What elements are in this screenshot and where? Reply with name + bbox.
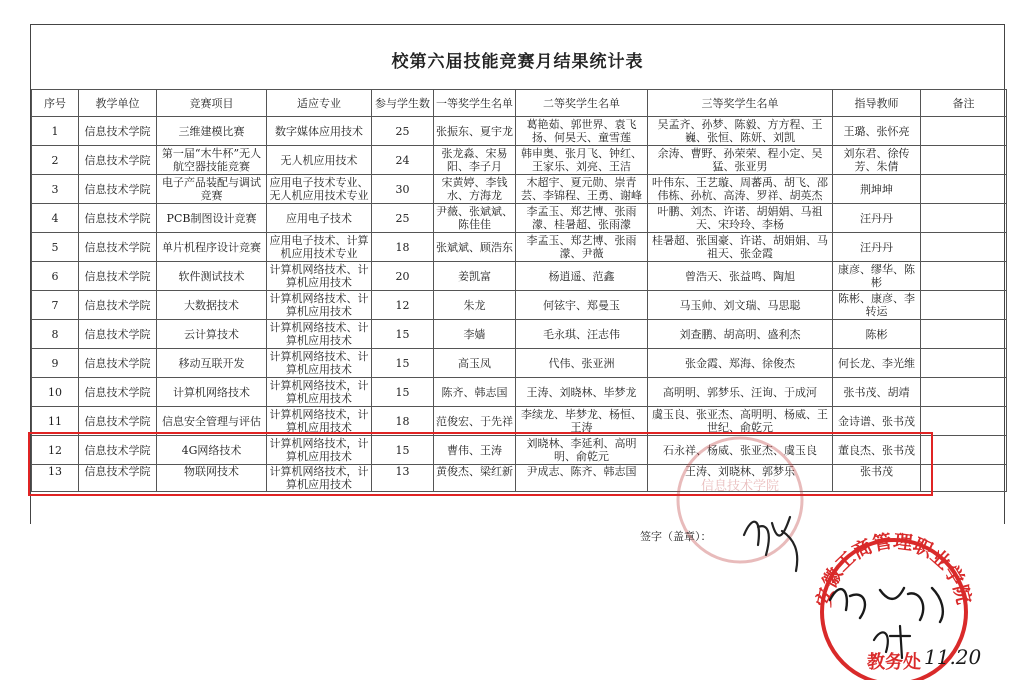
cell-unit: 信息技术学院 bbox=[79, 175, 157, 204]
cell-second: 何铉宇、郑曼玉 bbox=[516, 291, 648, 320]
cell-teacher: 汪丹丹 bbox=[833, 204, 921, 233]
cell-second: 尹成志、陈齐、韩志国 bbox=[516, 465, 648, 492]
cell-second: 王涛、刘晓林、毕梦龙 bbox=[516, 378, 648, 407]
cell-third: 吴孟齐、孙梦、陈毅、方方程、王巍、张恒、陈妍、刘凯 bbox=[648, 117, 833, 146]
cell-third: 石永祥、杨威、张亚杰、虞玉良 bbox=[648, 436, 833, 465]
cell-teacher: 王璐、张怀亮 bbox=[833, 117, 921, 146]
table-row bbox=[32, 204, 1007, 233]
cell-teacher: 康彦、缪华、陈彬 bbox=[833, 262, 921, 291]
cell-first: 宋黄婷、李钱水、方海龙 bbox=[434, 175, 516, 204]
cell-note bbox=[921, 117, 1007, 146]
cell-project: 信息安全管理与评估 bbox=[157, 407, 267, 436]
cell-major: 计算机网络技术、计算机应用技术 bbox=[267, 291, 372, 320]
table-row bbox=[32, 262, 1007, 291]
table-row bbox=[32, 117, 1007, 146]
cell-project: 软件测试技术 bbox=[157, 262, 267, 291]
cell-third: 余涛、曹野、孙荣荣、程小定、吴猛、张亚男 bbox=[648, 146, 833, 175]
cell-second: 李续龙、毕梦龙、杨恒、王涛 bbox=[516, 407, 648, 436]
cell-second: 杨逍遥、范鑫 bbox=[516, 262, 648, 291]
header-major: 适应专业 bbox=[267, 90, 372, 117]
cell-first: 高玉凤 bbox=[434, 349, 516, 378]
header-third: 三等奖学生名单 bbox=[648, 90, 833, 117]
cell-second: 韩申奥、张月飞、钟红、王家乐、刘亮、王洁 bbox=[516, 146, 648, 175]
cell-count: 12 bbox=[372, 291, 434, 320]
cell-count: 25 bbox=[372, 204, 434, 233]
cell-no: 3 bbox=[32, 175, 79, 204]
seal-ring-text-path: 安徽工商管理职业学院 bbox=[812, 530, 975, 609]
table-row bbox=[32, 146, 1007, 175]
cell-teacher: 张书茂 bbox=[833, 465, 921, 492]
cell-second: 木超宇、夏元勋、崇青芸、李锦程、王勇、谢峰 bbox=[516, 175, 648, 204]
table-body bbox=[32, 117, 1007, 492]
header-unit: 教学单位 bbox=[79, 90, 157, 117]
faint-seal-text: 信息技术学院 bbox=[700, 479, 780, 494]
cell-teacher: 汪丹丹 bbox=[833, 233, 921, 262]
cell-note bbox=[921, 175, 1007, 204]
cell-teacher: 金诗谱、张书茂 bbox=[833, 407, 921, 436]
results-sheet bbox=[30, 24, 1005, 524]
cell-no: 10 bbox=[32, 378, 79, 407]
cell-third: 高明明、郭梦乐、汪询、于成河 bbox=[648, 378, 833, 407]
cell-second: 葛艳茹、郭世界、袁飞扬、何昊天、童雪莲 bbox=[516, 117, 648, 146]
table-row bbox=[32, 291, 1007, 320]
cell-count: 15 bbox=[372, 436, 434, 465]
cell-note bbox=[921, 291, 1007, 320]
cell-third: 刘查鹏、胡高明、盛利杰 bbox=[648, 320, 833, 349]
cell-third: 曾浩天、张益鸣、陶旭 bbox=[648, 262, 833, 291]
cell-third: 张金霞、郑海、徐俊杰 bbox=[648, 349, 833, 378]
cell-third: 王涛、刘晓林、郭梦乐 bbox=[648, 465, 833, 492]
cell-no: 5 bbox=[32, 233, 79, 262]
cell-unit: 信息技术学院 bbox=[79, 378, 157, 407]
cell-project: 计算机网络技术 bbox=[157, 378, 267, 407]
signature-label: 签字（盖章）： bbox=[640, 530, 712, 543]
cell-major: 计算机网络技术、计算机应用技术 bbox=[267, 262, 372, 291]
cell-unit: 信息技术学院 bbox=[79, 407, 157, 436]
header-project: 竞赛项目 bbox=[157, 90, 267, 117]
cell-teacher: 何长龙、李光维 bbox=[833, 349, 921, 378]
table-row bbox=[32, 175, 1007, 204]
handwritten-date: 11.20 bbox=[924, 645, 982, 669]
cell-teacher: 张书茂、胡靖 bbox=[833, 378, 921, 407]
cell-count: 15 bbox=[372, 378, 434, 407]
cell-count: 20 bbox=[372, 262, 434, 291]
table-row bbox=[32, 233, 1007, 262]
header-note: 备注 bbox=[921, 90, 1007, 117]
cell-major: 计算机网络技术，计算机应用技术 bbox=[267, 407, 372, 436]
cell-project: 三维建模比赛 bbox=[157, 117, 267, 146]
cell-no: 2 bbox=[32, 146, 79, 175]
cell-count: 15 bbox=[372, 320, 434, 349]
cell-first: 曹伟、王涛 bbox=[434, 436, 516, 465]
cell-note bbox=[921, 204, 1007, 233]
cell-unit: 信息技术学院 bbox=[79, 349, 157, 378]
cell-count: 13 bbox=[372, 465, 434, 492]
cell-teacher: 荆坤坤 bbox=[833, 175, 921, 204]
cell-note bbox=[921, 465, 1007, 492]
cell-unit: 信息技术学院 bbox=[79, 146, 157, 175]
cell-unit: 信息技术学院 bbox=[79, 262, 157, 291]
header-no: 序号 bbox=[32, 90, 79, 117]
cell-no: 13 bbox=[32, 465, 79, 492]
cell-note bbox=[921, 320, 1007, 349]
results-table bbox=[31, 89, 1007, 492]
cell-project: 电子产品装配与调试竞赛 bbox=[157, 175, 267, 204]
cell-note bbox=[921, 262, 1007, 291]
cell-third: 马玉帅、刘文瑞、马思聪 bbox=[648, 291, 833, 320]
cell-unit: 信息技术学院 bbox=[79, 465, 157, 492]
table-row bbox=[32, 465, 1007, 492]
cell-note bbox=[921, 436, 1007, 465]
cell-count: 18 bbox=[372, 407, 434, 436]
cell-major: 计算机网络技术，计算机应用技术 bbox=[267, 465, 372, 492]
header-count: 参与学生数 bbox=[372, 90, 434, 117]
cell-project: 第一届“木牛杯”无人航空器技能竞赛 bbox=[157, 146, 267, 175]
table-row bbox=[32, 349, 1007, 378]
cell-second: 代伟、张亚洲 bbox=[516, 349, 648, 378]
cell-unit: 信息技术学院 bbox=[79, 233, 157, 262]
cell-first: 尹薇、张斌斌、陈佳佳 bbox=[434, 204, 516, 233]
cell-no: 7 bbox=[32, 291, 79, 320]
cell-major: 应用电子技术专业、无人机应用技术专业 bbox=[267, 175, 372, 204]
cell-project: 大数据技术 bbox=[157, 291, 267, 320]
cell-project: 云计算技术 bbox=[157, 320, 267, 349]
cell-project: 物联网技术 bbox=[157, 465, 267, 492]
table-row bbox=[32, 378, 1007, 407]
cell-count: 15 bbox=[372, 349, 434, 378]
cell-first: 朱龙 bbox=[434, 291, 516, 320]
cell-first: 陈齐、韩志国 bbox=[434, 378, 516, 407]
cell-major: 计算机网络技术、计算机应用技术 bbox=[267, 320, 372, 349]
cell-count: 30 bbox=[372, 175, 434, 204]
cell-third: 叶伟东、王艺璇、周蕃禹、胡飞、邵伟栋、孙杭、高涛、罗祥、胡英杰 bbox=[648, 175, 833, 204]
handwritten-note bbox=[820, 560, 990, 680]
cell-third: 叶鹏、刘杰、许诺、胡娟娟、马祖天、宋玲玲、李杨 bbox=[648, 204, 833, 233]
cell-no: 11 bbox=[32, 407, 79, 436]
header-row bbox=[32, 90, 1007, 117]
cell-note bbox=[921, 349, 1007, 378]
cell-unit: 信息技术学院 bbox=[79, 436, 157, 465]
cell-note bbox=[921, 233, 1007, 262]
cell-first: 张斌斌、顾浩东 bbox=[434, 233, 516, 262]
cell-third: 虞玉良、张亚杰、高明明、杨威、王世纪、俞乾元 bbox=[648, 407, 833, 436]
cell-unit: 信息技术学院 bbox=[79, 320, 157, 349]
cell-note bbox=[921, 146, 1007, 175]
cell-no: 6 bbox=[32, 262, 79, 291]
cell-major: 计算机网络技术，计算机应用技术 bbox=[267, 378, 372, 407]
cell-second: 刘晓林、李延利、高明明、俞乾元 bbox=[516, 436, 648, 465]
cell-second: 李孟玉、郑艺博、张雨濛、尹薇 bbox=[516, 233, 648, 262]
seal-dept-text: 教务处 bbox=[867, 652, 921, 673]
table-row bbox=[32, 407, 1007, 436]
handwritten-signature bbox=[738, 505, 818, 575]
cell-note bbox=[921, 407, 1007, 436]
cell-project: PCB制图设计竞赛 bbox=[157, 204, 267, 233]
cell-first: 张振东、夏宇龙 bbox=[434, 117, 516, 146]
cell-project: 单片机程序设计竞赛 bbox=[157, 233, 267, 262]
cell-no: 9 bbox=[32, 349, 79, 378]
cell-unit: 信息技术学院 bbox=[79, 291, 157, 320]
cell-project: 移动互联开发 bbox=[157, 349, 267, 378]
cell-teacher: 刘东君、徐传芳、朱倩 bbox=[833, 146, 921, 175]
cell-no: 1 bbox=[32, 117, 79, 146]
cell-count: 24 bbox=[372, 146, 434, 175]
cell-third: 桂暑超、张国豪、许诺、胡娟娟、马祖天、张金霞 bbox=[648, 233, 833, 262]
cell-note bbox=[921, 378, 1007, 407]
cell-teacher: 陈彬、康彦、李转运 bbox=[833, 291, 921, 320]
cell-first: 黄俊杰、梁红新 bbox=[434, 465, 516, 492]
cell-no: 12 bbox=[32, 436, 79, 465]
cell-no: 4 bbox=[32, 204, 79, 233]
cell-first: 范俊宏、于先祥 bbox=[434, 407, 516, 436]
cell-first: 张龙淼、宋易阳、李子月 bbox=[434, 146, 516, 175]
cell-major: 应用电子技术、计算机应用技术专业 bbox=[267, 233, 372, 262]
cell-major: 数字媒体应用技术 bbox=[267, 117, 372, 146]
table-row bbox=[32, 436, 1007, 465]
cell-first: 姜凯富 bbox=[434, 262, 516, 291]
cell-count: 25 bbox=[372, 117, 434, 146]
table-row bbox=[32, 320, 1007, 349]
cell-major: 计算机网络技术、计算机应用技术 bbox=[267, 349, 372, 378]
cell-teacher: 董良杰、张书茂 bbox=[833, 436, 921, 465]
cell-project: 4G网络技术 bbox=[157, 436, 267, 465]
header-second: 二等奖学生名单 bbox=[516, 90, 648, 117]
page-title: 校第六届技能竞赛月结果统计表 bbox=[391, 52, 644, 72]
cell-major: 应用电子技术 bbox=[267, 204, 372, 233]
cell-unit: 信息技术学院 bbox=[79, 117, 157, 146]
cell-no: 8 bbox=[32, 320, 79, 349]
cell-major: 无人机应用技术 bbox=[267, 146, 372, 175]
cell-teacher: 陈彬 bbox=[833, 320, 921, 349]
cell-count: 18 bbox=[372, 233, 434, 262]
cell-unit: 信息技术学院 bbox=[79, 204, 157, 233]
header-first: 一等奖学生名单 bbox=[434, 90, 516, 117]
cell-second: 毛永琪、汪志伟 bbox=[516, 320, 648, 349]
header-teacher: 指导教师 bbox=[833, 90, 921, 117]
cell-first: 李嫱 bbox=[434, 320, 516, 349]
cell-second: 李孟玉、郑艺博、张雨濛、桂暑超、张雨濛 bbox=[516, 204, 648, 233]
cell-major: 计算机网络技术，计算机应用技术 bbox=[267, 436, 372, 465]
